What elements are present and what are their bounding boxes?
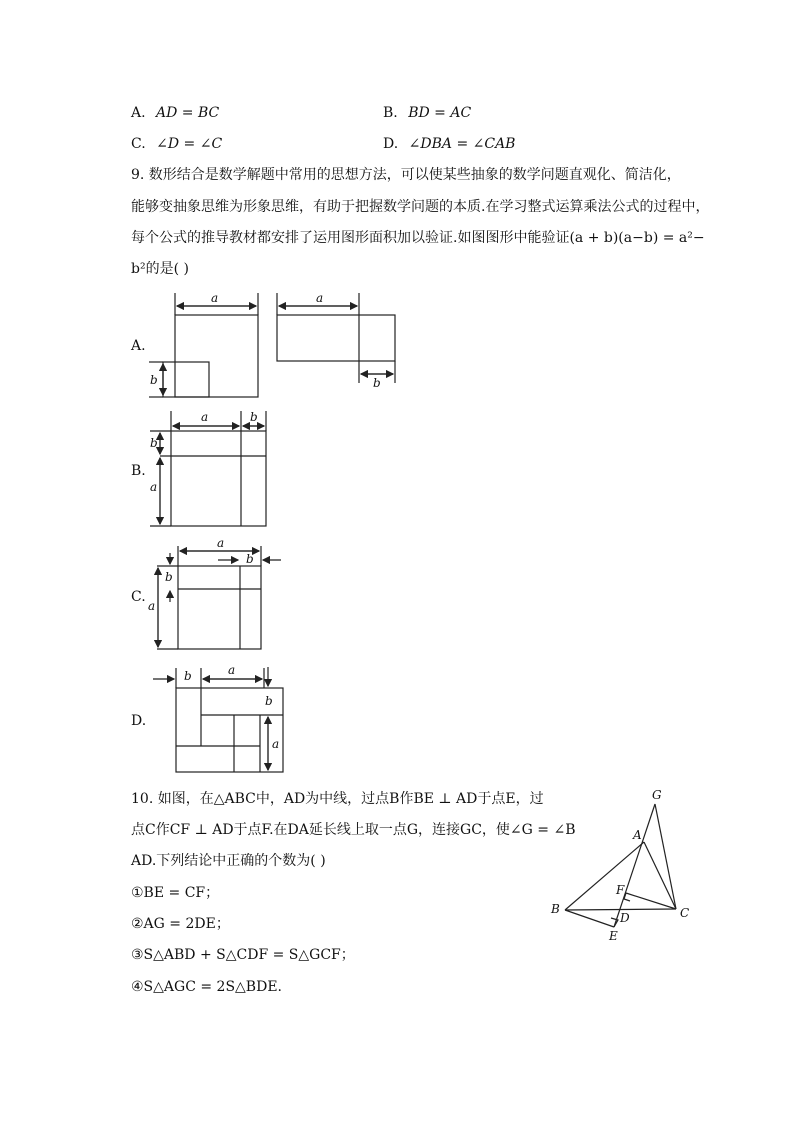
- point-g-label: G: [652, 788, 662, 802]
- point-d-label: D: [620, 911, 630, 925]
- q10-stem-line-1: 10. 如图，在△ABC中，AD为中线，过点B作BE ⊥ AD于点E，过: [131, 791, 544, 807]
- q8-option-d-text: ∠DBA = ∠CAB: [408, 136, 516, 152]
- q8-option-c-text: ∠D = ∠C: [156, 136, 223, 152]
- q9-stem-line-4: b²的是( ): [131, 261, 189, 277]
- q9-option-d-letter: D.: [131, 713, 147, 729]
- fig-a-label-a2: a: [316, 291, 324, 305]
- q9-stem-line-2: 能够变抽象思维为形象思维，有助于把握数学问题的本质.在学习整式运算乘法公式的过程中，: [131, 199, 710, 215]
- fig-c-label-a: a: [217, 536, 225, 550]
- q10-statement-2: ②AG = 2DE；: [131, 916, 230, 932]
- point-b-label: B: [551, 902, 560, 916]
- q10-stem-line-2: 点C作CF ⊥ AD于点F.在DA延长线上取一点G，连接GC，使∠G = ∠B: [131, 822, 576, 838]
- q8-option-c-letter: C.: [131, 136, 146, 152]
- q8-option-a-text: AD = BC: [156, 105, 220, 121]
- q10-statement-3: ③S△ABD + S△CDF = S△GCF；: [131, 947, 355, 963]
- fig-c-label-b: b: [246, 552, 254, 566]
- fig-a-label-a: a: [211, 291, 219, 305]
- q9-option-c-letter: C.: [131, 589, 146, 605]
- fig-d-label-a2: a: [272, 737, 280, 751]
- fig-b-label-b: b: [250, 410, 258, 424]
- point-e-label: E: [609, 929, 618, 943]
- q9-option-b-letter: B.: [131, 463, 146, 479]
- fig-d-label-a: a: [228, 663, 236, 677]
- q9-stem-line-1: 9. 数形结合是数学解题中常用的思想方法，可以使某些抽象的数学问题直观化、简洁化，: [131, 167, 681, 183]
- fig-d-label-b: b: [184, 669, 192, 683]
- q8-option-d-letter: D.: [383, 136, 399, 152]
- q8-option-a-letter: A.: [131, 105, 146, 121]
- fig-a-label-b: b: [150, 373, 158, 387]
- fig-a-label-b2: b: [373, 376, 381, 390]
- fig-c-label-b2: b: [165, 570, 173, 584]
- point-f-label: F: [616, 883, 625, 897]
- fig-b-label-a2: a: [150, 480, 158, 494]
- q8-option-b-text: BD = AC: [408, 105, 472, 121]
- q9-stem-line-3: 每个公式的推导教材都安排了运用图形面积加以验证.如图图形中能验证(a + b)(a−b) = a²−: [131, 230, 705, 246]
- q10-stem-line-3: AD.下列结论中正确的个数为( ): [131, 853, 326, 869]
- point-a-label: A: [633, 828, 642, 842]
- q9-option-a-letter: A.: [131, 338, 146, 354]
- q10-statement-1: ①BE = CF；: [131, 885, 220, 901]
- point-c-label: C: [680, 906, 690, 920]
- fig-b-label-a: a: [201, 410, 209, 424]
- q8-option-b-letter: B.: [383, 105, 398, 121]
- fig-b-label-b2: b: [150, 436, 158, 450]
- q10-statement-4: ④S△AGC = 2S△BDE.: [131, 979, 282, 995]
- fig-c-label-a2: a: [148, 599, 156, 613]
- fig-d-label-b2: b: [265, 694, 273, 708]
